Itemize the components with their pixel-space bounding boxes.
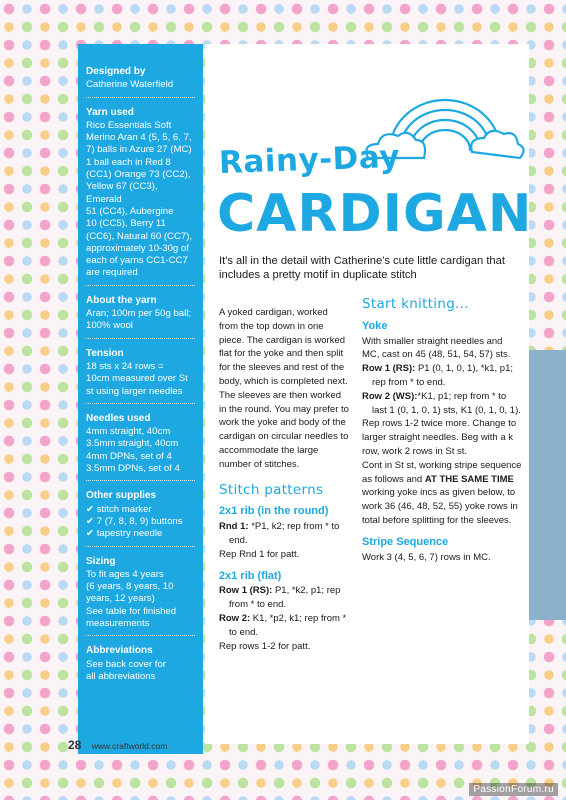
info-sidebar	[78, 44, 203, 754]
stitch-patterns-heading: Stitch patterns	[219, 481, 324, 498]
continue-text: Cont in St st, working stripe sequence as follows and	[362, 459, 522, 485]
rib-flat-row2	[219, 612, 349, 640]
row-label: Row 2 (WS):	[362, 390, 418, 402]
body-text: A yoked cardigan, worked from the top down in one piece. The cardigan is worked flat for the yoke and then split for the sleeves and rest of the body, which is completed next. The sleeves are then worked in the round. You may prefer to work the yoke and body of the cardigan on circular needles to accommodate the large number of stitches.	[219, 307, 349, 470]
continue-emphasis: AT THE SAME TIME	[424, 473, 514, 485]
continue-text: working yoke incs as given below, to work 36 (46, 48, 52, 55) yoke rows in total before splitting for the sleeves.	[362, 487, 518, 526]
sidebar-text: Catherine Waterfield	[86, 79, 174, 91]
row-label: Rnd 1:	[219, 521, 249, 533]
row-text: P1, *k2, p1; rep from * to end.	[229, 585, 341, 611]
sidebar-divider	[86, 480, 195, 481]
sidebar-heading: Yarn used	[86, 106, 134, 118]
sidebar-tension	[86, 348, 195, 404]
rib-flat-repeat: Rep rows 1-2 for patt.	[219, 640, 311, 652]
sidebar-heading: Abbreviations	[86, 645, 153, 657]
sidebar-abbreviations	[86, 645, 195, 683]
sidebar-heading: Tension	[86, 347, 124, 359]
column-left	[219, 306, 349, 653]
page-footer	[68, 738, 167, 752]
row-text: K1, *p2, k1; rep from * to end.	[229, 612, 347, 638]
row-text: *P1, k2; rep from * to end.	[229, 521, 340, 546]
rib-round-heading: 2x1 rib (in the round)	[219, 505, 329, 518]
row-label: Row 2:	[219, 612, 251, 624]
rib-flat-row1	[219, 584, 349, 612]
sidebar-heading: Designed by	[86, 66, 146, 77]
intro-text: It's all in the detail with Catherine's cute little cardigan that includes a pretty motif in duplicate stitch	[219, 255, 505, 281]
column-right	[362, 298, 522, 564]
sidebar-yarn-used	[86, 107, 195, 286]
background-photo-strip	[529, 350, 566, 620]
row-label: Row 1 (RS):	[219, 585, 273, 597]
sidebar-text: ✔ stitch marker ✔ 7 (7, 8, 8, 9) buttons ✔ tapestry needle	[86, 503, 183, 540]
watermark: PassionForum.ru	[469, 783, 558, 796]
yoke-row2	[362, 390, 522, 418]
sidebar-divider	[86, 635, 195, 636]
page-number: 28	[68, 738, 82, 752]
sidebar-needles	[86, 413, 195, 481]
row-text: P1 (0, 1, 0, 1), *k1, p1; rep from * to end.	[372, 363, 514, 388]
sidebar-heading: About the yarn	[86, 294, 157, 306]
title-cardigan: CARDIGAN	[217, 184, 533, 244]
sidebar-heading: Sizing	[86, 555, 116, 567]
sidebar-text: See back cover for all abbreviations	[86, 658, 166, 682]
main-content	[205, 44, 533, 744]
row-label: Row 1 (RS):	[362, 363, 416, 375]
sidebar-other-supplies	[86, 490, 195, 546]
rib-round-rnd1	[219, 520, 349, 548]
sidebar-divider	[86, 97, 195, 98]
sidebar-text: 4mm straight, 40cm 3.5mm straight, 40cm 4mm DPNs, set of 4 3.5mm DPNs, set of 4	[86, 426, 180, 475]
sidebar-about-yarn	[86, 295, 195, 339]
stripe-heading: Stripe Sequence	[362, 535, 449, 548]
sidebar-heading: Other supplies	[86, 490, 157, 502]
yoke-continue	[362, 459, 522, 528]
rib-flat-heading: 2x1 rib (flat)	[219, 569, 282, 582]
title-rainy-day: Rainy-Day	[218, 138, 401, 182]
sidebar-text: Rico Essentials Soft Merino Aran 4 (5, 5, 6, 7, 7) balls in Azure 27 (MC) 1 ball each in Red 8 (CC1) Orange 73 (CC2), Yellow 67 (CC3), Emerald 51 (CC4), Aubergine 10 (CC5), Berry 11 (CC6), Natural 60 (CC7), approximately 10-30g of each of yarns CC1-CC7 are required	[86, 119, 193, 279]
yoke-intro: With smaller straight needles and MC, cast on 45 (48, 51, 54, 57) sts.	[362, 335, 511, 361]
sidebar-heading: Needles used	[86, 412, 151, 424]
stripe-text: Work 3 (4, 5, 6, 7) rows in MC.	[362, 551, 491, 563]
start-knitting-heading: Start knitting...	[362, 296, 469, 312]
yoke-row1	[362, 362, 522, 390]
sidebar-designed-by	[86, 66, 195, 98]
sidebar-text: To fit ages 4 years (6 years, 8 years, 10 years, 12 years) See table for finished measurements	[86, 568, 177, 629]
sidebar-divider	[86, 403, 195, 404]
sidebar-sizing	[86, 556, 195, 637]
sidebar-text: Aran; 100m per 50g ball; 100% wool	[86, 308, 192, 332]
sidebar-divider	[86, 285, 195, 286]
rib-round-repeat: Rep Rnd 1 for patt.	[219, 548, 300, 560]
sidebar-text: 18 sts x 24 rows = 10cm measured over St st using larger needles	[86, 360, 188, 397]
yoke-rest: Rep rows 1-2 twice more. Change to larger straight needles. Beg with a k row, work 2 rows in St st.	[362, 418, 517, 457]
sidebar-divider	[86, 338, 195, 339]
footer-site: www.craftworld.com	[91, 741, 168, 751]
row-text: *K1, p1; rep from * to last 1 (0, 1, 0, 1) sts, K1 (0, 1, 0, 1).	[372, 390, 521, 416]
yoke-heading: Yoke	[362, 319, 388, 332]
sidebar-divider	[86, 546, 195, 547]
